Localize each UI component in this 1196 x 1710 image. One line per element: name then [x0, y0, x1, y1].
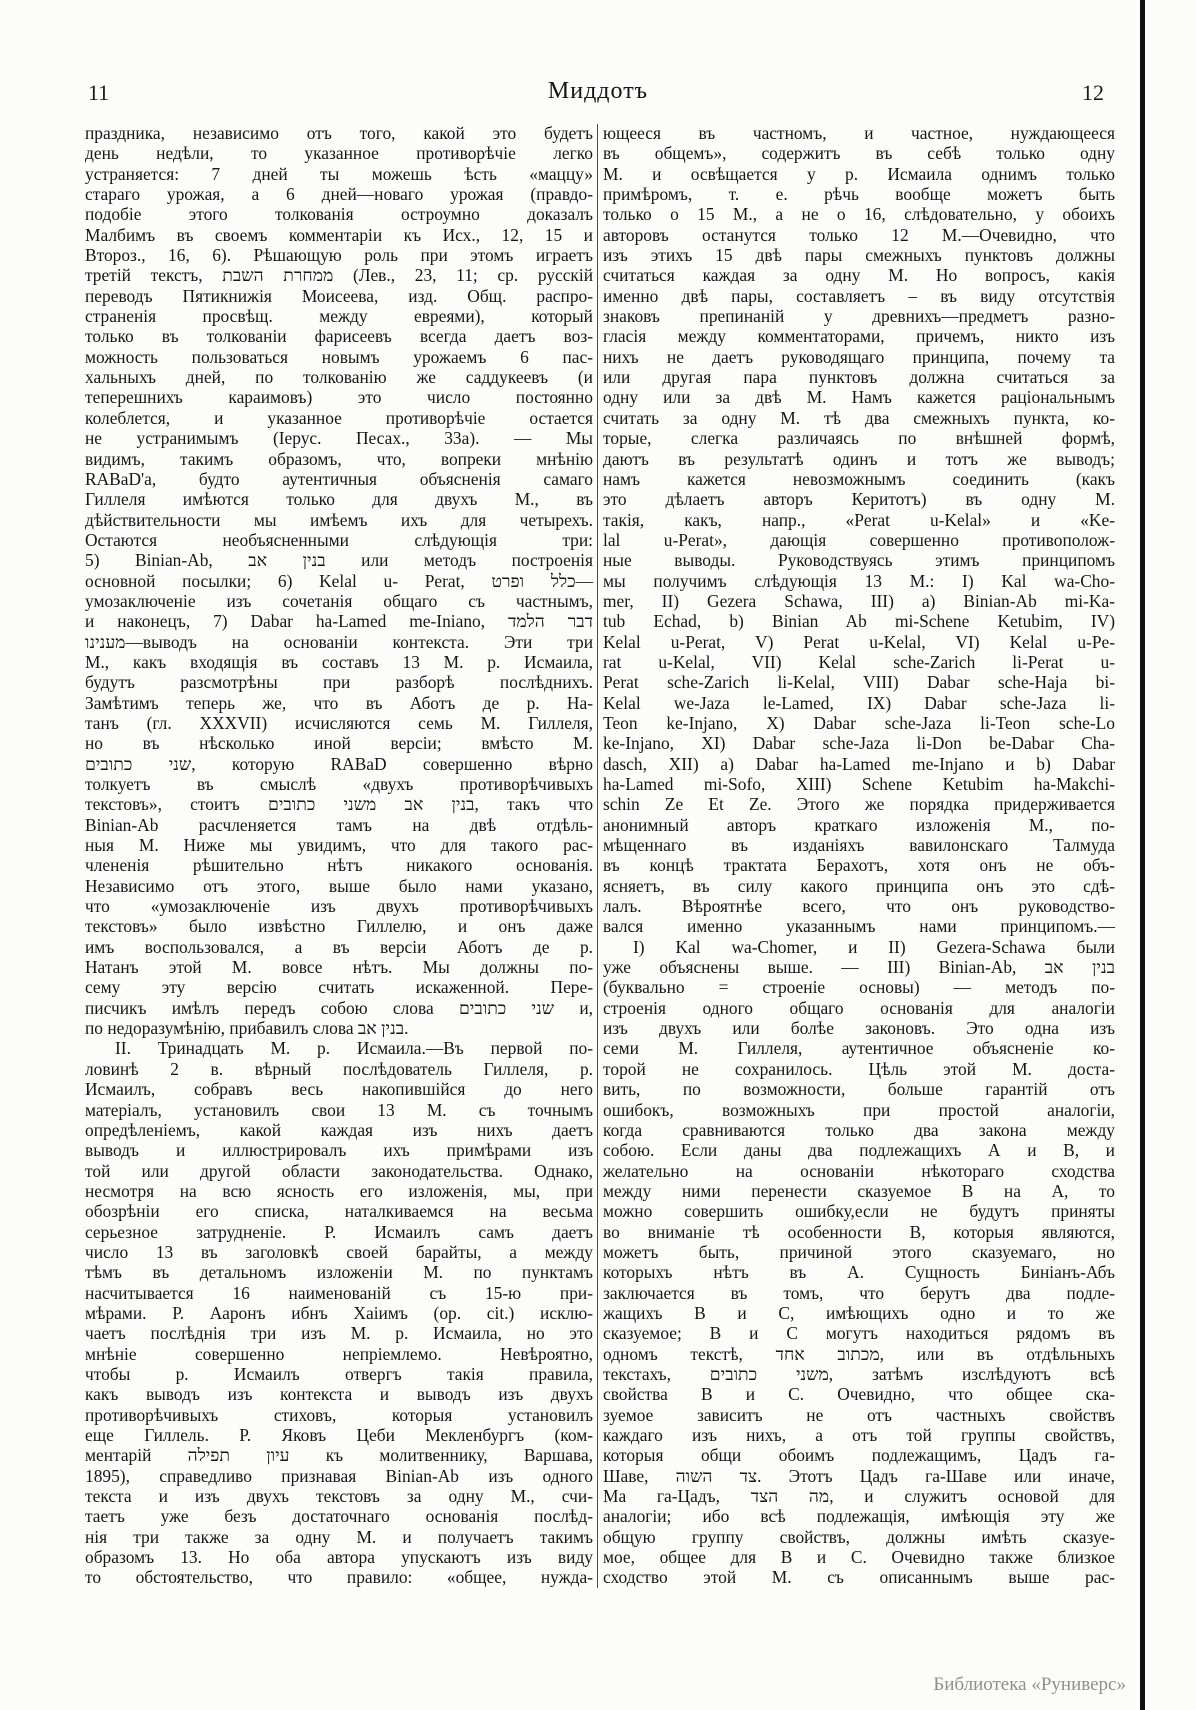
text-line: общую группу свойствъ, должны имѣть сказуе- [603, 1526, 1115, 1547]
text-line: Teon ke-Injano, X) Dabar sche-Jaza li-Teon sche-Lo [603, 712, 1115, 733]
text-line: выводъ и иллюстрировалъ ихъ примѣрами изъ [85, 1140, 593, 1161]
text-line: танъ (гл. XXXVII) исчисляются семь М. Гиллеля, [85, 712, 593, 733]
right-text-column [603, 123, 1115, 1588]
text-line: въ общемъ», содержитъ въ себѣ только одну [603, 143, 1115, 164]
page-title: Миддотъ [547, 78, 649, 104]
text-line: שני כתובים, которую RABaD совершенно вѣрно [85, 753, 593, 774]
text-line: день недѣли, то указанное противорѣчіе легко [85, 143, 593, 164]
text-line: примѣромъ, т. е. рѣчь вообще можетъ быть [603, 184, 1115, 205]
text-line: стараго урожая, а 6 дней—новаго урожая (правдо- [85, 184, 593, 205]
text-line: ментарій עיון תפילה къ молитвеннику, Варшава, [85, 1445, 594, 1466]
text-line: таетъ уже безъ достаточнаго основанія послѣд- [85, 1506, 593, 1527]
text-line: ясняетъ, въ силу какого принципа онъ это сдѣ- [603, 875, 1115, 896]
text-line: Остаются необъясненными слѣдующія три: [85, 529, 593, 550]
text-line: dasch, XII) a) Dabar ha-Lamed me-Injano и b) Dabar [603, 753, 1115, 774]
text-line: желательно на основаніи нѣкотораго сходства [603, 1160, 1115, 1181]
text-line: מענינו—выводъ на основаніи контекста. Эти три [85, 631, 593, 652]
left-text-column [85, 123, 593, 1588]
text-line: М., какъ входящія въ составъ 13 М. р. Исмаила, [85, 651, 593, 672]
text-line: ловинѣ 2 в. вѣрный послѣдователь Гиллеля, р. [85, 1058, 593, 1079]
text-line: 1895), справедливо признавая Binian-Ab изъ одного [85, 1465, 593, 1486]
text-line: ha-Lamed mi-Sofo, XIII) Schene Ketubim ha-Makchi- [603, 774, 1115, 794]
text-line: подобіе этого толкованія остроумно доказалъ [85, 204, 593, 225]
text-line: Исмаилъ, собравъ весь накопившійся до него [85, 1079, 593, 1100]
text-line: строенія одного общаго основанія для аналогіи [603, 997, 1115, 1018]
text-line: которыхъ нѣтъ въ А. Сущность Биніанъ-Абъ [603, 1262, 1115, 1283]
text-line: обозрѣніи его списка, наталкиваемся на весьма [85, 1201, 593, 1222]
text-line: только въ толкованіи фарисеевъ всегда даетъ воз- [85, 326, 593, 347]
text-line: нихъ не даетъ руководящаго принципа, почему та [603, 346, 1115, 367]
text-line: но въ нѣсколько иной версіи; вмѣсто М. [85, 733, 593, 754]
text-line: ошибокъ, возможныхъ при простой аналогіи, [603, 1099, 1115, 1120]
text-line: только о 15 М., а не о 16, слѣдовательно, у обоихъ [603, 204, 1115, 225]
text-line: сходство этой М. съ описаннымъ выше рас- [603, 1567, 1115, 1588]
text-line: торые, слегка различаясь по внѣшней формѣ, [603, 428, 1115, 449]
text-line: одну или за двѣ М. Намъ кажется раціональнымъ [603, 387, 1115, 408]
text-line: образомъ 13. Но оба автора упускаютъ изъ виду [85, 1547, 593, 1568]
text-line: писчикъ имѣлъ передъ собою слова שני כתובים и, [85, 997, 593, 1018]
text-line: именно двѣ пары, составляетъ – въ виду отсутствія [603, 285, 1115, 306]
text-line: хальныхъ дней, по толкованію же саддукеевъ (и [85, 367, 593, 388]
text-line: страненія просвѣщ. между евреями), который [85, 306, 593, 327]
text-line: Натанъ этой М. вовсе нѣтъ. Мы должны по- [85, 957, 593, 978]
text-line: Binian-Ab расчленяется тамъ на двѣ отдѣль- [85, 814, 593, 835]
text-line: считать за одну М. тѣ два смежныхъ пункта, ко- [603, 407, 1115, 428]
text-line: анонимный авторъ краткаго изложенія М., по- [603, 814, 1115, 835]
text-line: устраняется: 7 дней ты можешь ѣсть «маццу» [85, 163, 593, 184]
text-line: мѣрами. Р. Ааронъ ибнъ Хаіимъ (op. cit.) исклю- [85, 1302, 593, 1323]
text-line: знаковъ препинаній у древнихъ—предметъ разно- [603, 306, 1115, 327]
text-line: третій текстъ, ממחרת השבת (Лев., 23, 11; ср. русскій [85, 265, 594, 286]
text-line: считаться каждая за одну М. Но вопросъ, какія [603, 265, 1115, 286]
text-line: не устранимымъ (Іерус. Песах., 33а). — Мы [85, 428, 593, 449]
watermark: Библиотека «Руниверс» [933, 1674, 1126, 1695]
text-line: II. Тринадцать М. р. Исмаила.—Въ первой по- [115, 1038, 593, 1059]
text-line: текстовъ» было извѣстно Гиллелю, и онъ даже [85, 916, 593, 937]
text-line: имъ воспользовался, а въ версіи Аботъ де р. [85, 936, 593, 957]
text-line: текстахъ, משני כתובים, затѣмъ изслѣдуютъ всѣ [603, 1363, 1115, 1384]
text-line: I) Kal wa-Chomer, и II) Gezera-Schawa были [633, 936, 1115, 957]
text-line: rat u-Kelal, VII) Kelal sche-Zarich li-Perat u- [603, 651, 1115, 672]
text-line: mer, II) Gezera Schawa, III) a) Binian-Ab mi-Ka- [603, 590, 1115, 611]
text-line: (буквально = строеніе основы) — методъ по- [603, 977, 1115, 998]
text-line: изъ этихъ 15 двѣ пары смежныхъ пунктовъ должны [603, 245, 1115, 266]
text-line: lal u-Perat», дающія совершенно противополож- [603, 529, 1115, 550]
scan-gutter-shadow [1140, 0, 1145, 1710]
column-divider-rule [597, 124, 598, 1588]
text-line: мѣщеннаго въ изданіяхъ вавилонскаго Талмуда [603, 835, 1115, 856]
text-line: жащихъ В и С, имѣющихъ одно и то же [603, 1302, 1115, 1323]
text-line: можность пользоваться новымъ урожаемъ 6 пас- [85, 346, 593, 367]
text-line: чтобы р. Исмаилъ отвергъ такія правила, [85, 1363, 593, 1384]
text-line: ныя М. Ниже мы увидимъ, что для такого рас- [85, 835, 593, 856]
text-line: уже объяснены выше. — III) Binian-Ab, בנין אב [603, 957, 1115, 978]
text-line: мнѣніе совершенно непріемлемо. Невѣроятно, [85, 1343, 593, 1364]
text-line: между ними перенести сказуемое В на А, то [603, 1180, 1115, 1201]
text-line: которыя общи обоимъ подлежащимъ, Цадъ га- [603, 1445, 1115, 1466]
text-line: сему эту версію считать искаженной. Пере- [85, 977, 593, 998]
text-line: дѣйствительности мы имѣемъ ихъ для четырехъ. [85, 509, 593, 530]
text-line: такія, какъ, напр., «Perat u-Kelal» и «Ke- [603, 509, 1115, 530]
text-line: въ концѣ трактата Берахотъ, хотя онъ не объ- [603, 855, 1115, 876]
text-line: Kelal u-Perat, V) Perat u-Kelal, VI) Kelal u-Pe- [603, 631, 1115, 652]
text-line: праздника, независимо отъ того, какой это будетъ [85, 123, 593, 143]
text-line: Замѣтимъ теперь же, что въ Аботъ де р. На- [85, 692, 593, 713]
text-line: это дѣлаетъ авторъ Керитотъ) въ одну М. [603, 489, 1115, 510]
text-line: насчитывается 16 наименованій съ 15-ю при- [85, 1282, 593, 1303]
text-line: собою. Если даны два подлежащихъ А и В, и [603, 1140, 1115, 1161]
text-line: сказуемое; В и С могутъ находиться рядомъ въ [603, 1323, 1115, 1344]
text-line: гласія между комментаторами, причемъ, никто изъ [603, 326, 1115, 347]
text-line: лалъ. Вѣроятнѣе всего, что онъ руководство- [603, 896, 1115, 917]
text-line: каждаго изъ нихъ, а отъ той группы свойствъ, [603, 1425, 1115, 1445]
text-line: Независимо отъ этого, выше было нами указано, [85, 875, 593, 896]
text-line: мое, общее для В и С. Очевидно также близкое [603, 1547, 1115, 1568]
text-line: даютъ въ результатѣ одинъ и тотъ же выводъ; [603, 448, 1115, 469]
text-line: то обстоятельство, что правило: «общее, нужда- [85, 1567, 593, 1588]
page-number-left: 11 [88, 80, 110, 105]
text-line: теперешнихъ караимовъ) это число постоянно [85, 387, 593, 408]
text-line: чаетъ послѣднія три изъ М. р. Исмаила, но это [85, 1323, 593, 1344]
text-line: по недоразумѣнію, прибавилъ слова בנין אב. [85, 1018, 409, 1039]
text-line: авторовъ останутся только 12 М.—Очевидно, что [603, 224, 1115, 245]
text-line: торой не сохранилось. Цѣль этой М. доста- [603, 1058, 1115, 1079]
text-line: текста и изъ двухъ текстовъ за одну М., счи- [85, 1486, 593, 1507]
text-line: Kelal we-Jaza le-Lamed, IX) Dabar sche-Jaza li- [603, 692, 1115, 713]
text-line: 5) Binian-Ab, בנין אב или методъ построенія [85, 550, 593, 571]
text-line: изъ двухъ или болѣе законовъ. Это одна изъ [603, 1018, 1115, 1039]
text-line: противорѣчивыхъ стиховъ, которыя установилъ [85, 1404, 593, 1425]
text-line: ke-Injano, XI) Dabar sche-Jaza li-Don be-Dabar Cha- [603, 733, 1115, 754]
text-line: семи М. Гиллеля, аутентичное объясненіе ко- [603, 1038, 1115, 1059]
text-line: будутъ разсмотрѣны при разборѣ послѣднихъ. [85, 672, 593, 693]
text-line: зуемое зависитъ не отъ частныхъ свойствъ [603, 1404, 1115, 1425]
text-line: видимъ, такимъ образомъ, что, вопреки мнѣнію [85, 448, 593, 469]
text-line: несмотря на всю ясность его изложенія, мы, при [85, 1180, 593, 1201]
text-line: когда сравниваются только два закона между [603, 1119, 1115, 1140]
text-line: умозаключеніе изъ сочетанія общаго съ частнымъ, [85, 590, 593, 611]
text-line: Ма га-Цадъ, מה הצד, и служитъ основой для [603, 1486, 1115, 1507]
text-line: опредѣленіемъ, какой каждая изъ нихъ даетъ [85, 1119, 593, 1140]
text-line: основной посылки; 6) Kelal u- Perat, כלל ופרט— [85, 570, 593, 591]
text-line: вить, по возможности, больше гарантій отъ [603, 1079, 1115, 1100]
text-line: М. и освѣщается у р. Исмаила однимъ только [603, 163, 1115, 184]
text-line: мы получимъ слѣдующія 13 М.: I) Kal wa-Cho- [603, 570, 1115, 591]
text-line: можно совершить ошибку,если не будутъ приняты [603, 1201, 1115, 1222]
text-line: во вниманіе тѣ особенности В, которыя являются, [603, 1221, 1115, 1242]
text-line: аналогіи; ибо всѣ подлежащія, имѣющія эту же [603, 1506, 1115, 1527]
text-line: той или другой области законодательства. Однако, [85, 1160, 593, 1181]
text-line: вался именно указаннымъ нами принципомъ.— [603, 916, 1115, 937]
text-line: Шаве, צד השוה. Этотъ Цадъ га-Шаве или иначе, [603, 1465, 1115, 1486]
text-line: tub Echad, b) Binian Ab mi-Schene Ketubim, IV) [603, 611, 1115, 632]
text-line: тѣмъ въ детальномъ изложеніи М. по пунктамъ [85, 1262, 593, 1283]
text-line: число 13 въ заголовкѣ своей барайты, а между [85, 1241, 593, 1262]
text-line: можетъ быть, причиной этого сказуемаго, но [603, 1241, 1115, 1262]
text-line: и наконецъ, 7) Dabar ha-Lamed me-Iniano, דבר הלמד [85, 611, 593, 632]
text-line: одномъ текстѣ, מכתוב אחד, или въ отдѣльныхъ [603, 1343, 1115, 1364]
text-line: матеріалъ, установилъ свои 13 М. съ точнымъ [85, 1099, 593, 1120]
text-line: Гиллеля имѣются только для двухъ М., въ [85, 489, 593, 510]
text-line: члененія рѣшительно нѣтъ никакого основанія. [85, 855, 593, 876]
text-line: заключается въ томъ, что берутъ два подле- [603, 1282, 1115, 1303]
text-line: намъ кажется невозможнымъ соединить (какъ [603, 468, 1115, 489]
text-line: переводъ Пятикнижія Моисеева, изд. Общ. распро- [85, 285, 593, 306]
text-line: Малбимъ въ своемъ комментаріи къ Исх., 12, 15 и [85, 224, 593, 245]
text-line: ющееся въ частномъ, и частное, нуждающееся [603, 123, 1115, 143]
text-line: еще Гиллель. Р. Яковъ Цеби Мекленбургъ (ком- [85, 1425, 593, 1445]
text-line: текстовъ», стоитъ בנין אב משני כתובים, такъ что [85, 794, 594, 815]
page-number-right: 12 [1082, 80, 1104, 105]
text-line: серьезное затрудненіе. Р. Исмаилъ самъ даетъ [85, 1221, 593, 1242]
text-line: Perat sche-Zarich li-Kelal, VIII) Dabar sche-Haja bi- [603, 672, 1115, 693]
text-line: schin Ze Et Ze. Этого же порядка придерживается [603, 794, 1115, 815]
text-line: Второз., 16, 6). Рѣшающую роль при этомъ играетъ [85, 245, 593, 266]
text-line: нія три также за одну М. и получаетъ такимъ [85, 1526, 593, 1547]
text-line: ные выводы. Руководствуясь этимъ принципомъ [603, 550, 1115, 571]
text-line: толкуетъ въ смыслѣ «двухъ противорѣчивыхъ [85, 774, 593, 794]
text-line: свойства В и С. Очевидно, что общее ска- [603, 1384, 1115, 1405]
text-line: какъ выводъ изъ контекста и выводъ изъ двухъ [85, 1384, 593, 1405]
text-line: что «умозаключеніе изъ двухъ противорѣчивыхъ [85, 896, 593, 917]
text-line: колеблется, и указанное противорѣчіе остается [85, 407, 593, 428]
text-line: или другая пара пунктовъ должна считаться за [603, 367, 1115, 388]
text-line: RABaD'a, будто аутентичныя объясненія самаго [85, 468, 593, 489]
